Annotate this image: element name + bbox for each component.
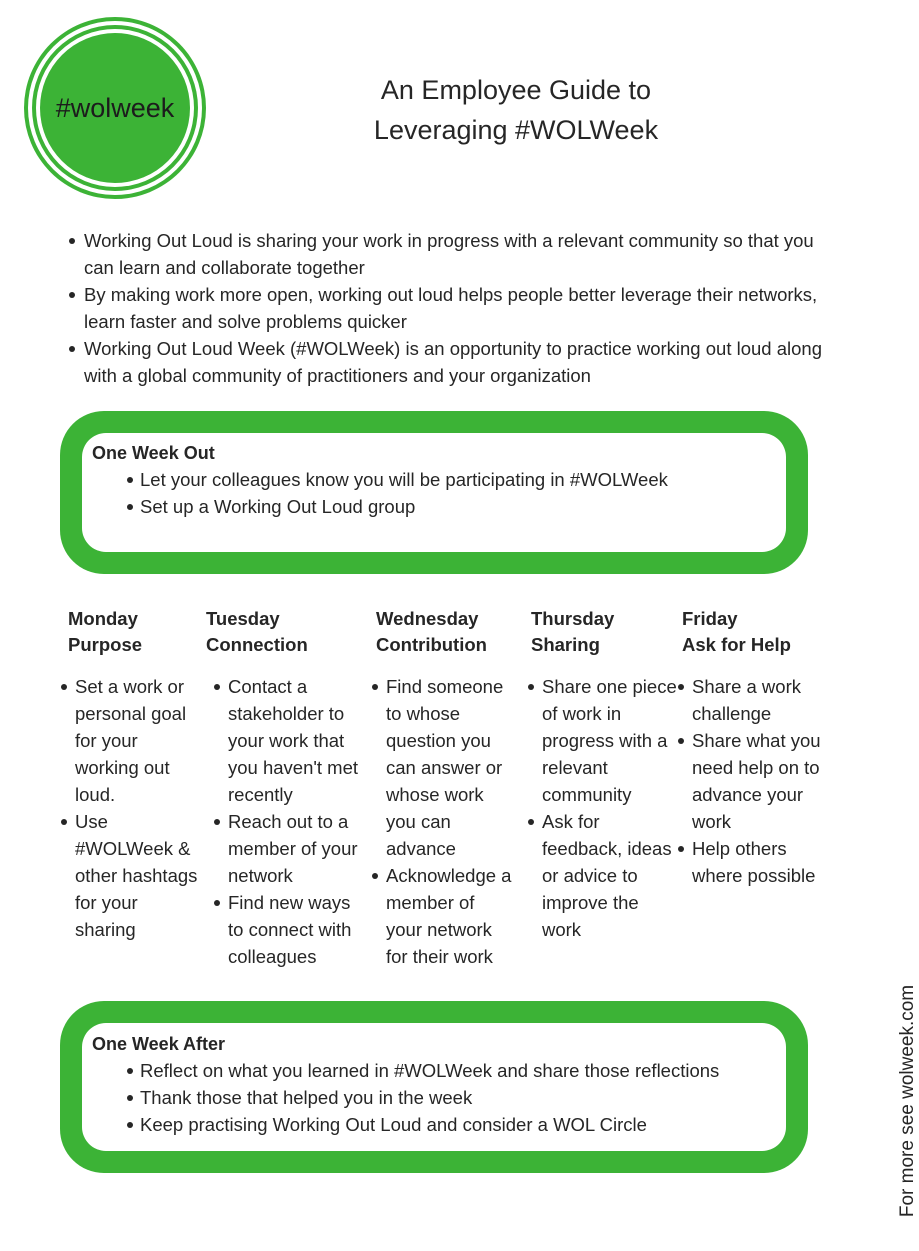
week-out-item: Set up a Working Out Loud group [124,493,804,520]
day-column-tuesday [206,606,368,970]
day-items [212,673,368,970]
wolweek-logo [24,17,206,199]
day-name: Thursday [531,608,615,629]
day-heading [59,606,199,658]
week-after-item: Thank those that helped you in the week [124,1084,804,1111]
page-title [316,70,716,150]
day-item: Reach out to a member of your network [212,808,368,889]
week-out-panel [60,411,808,574]
week-after-item: Reflect on what you learned in #WOLWeek and share those reflections [124,1057,804,1084]
day-item: Share one piece of work in progress with a relevant community [526,673,681,808]
day-name: Friday [682,608,738,629]
title-line-1: An Employee Guide to [380,75,652,105]
day-heading [526,606,681,658]
day-item: Find new ways to connect with colleagues [212,889,368,970]
day-theme: Sharing [531,634,600,655]
week-after-panel [60,1001,808,1173]
day-items [676,673,826,889]
day-item: Acknowledge a member of your network for their work [370,862,515,970]
day-name: Monday [68,608,138,629]
day-name: Tuesday [206,608,280,629]
day-column-friday [676,606,826,889]
day-items [370,673,515,970]
day-item: Share a work challenge [676,673,826,727]
day-heading [206,606,368,658]
week-after-title: One Week After [92,1034,226,1054]
intro-item: By making work more open, working out loud helps people better leverage their networks, learn faster and solve problems quicker [66,281,826,335]
day-item: Find someone to whose question you can answer or whose work you can advance [370,673,515,862]
day-item: Contact a stakeholder to your work that you haven't met recently [212,673,368,808]
day-theme: Ask for Help [682,634,791,655]
day-items [526,673,681,943]
footer-note: For more see wolweek.com [897,984,918,1218]
week-out-item: Let your colleagues know you will be participating in #WOLWeek [124,466,804,493]
intro-item: Working Out Loud is sharing your work in progress with a relevant community so that you can learn and collaborate together [66,227,826,281]
day-theme: Connection [206,634,308,655]
day-heading [370,606,515,658]
day-item: Ask for feedback, ideas or advice to improve the work [526,808,681,943]
intro-item: Working Out Loud Week (#WOLWeek) is an opportunity to practice working out loud along with a global community of practitioners and your organization [66,335,826,389]
title-line-2: Leveraging #WOLWeek [373,115,659,145]
day-column-monday [59,606,199,943]
week-after-list [124,1057,804,1138]
day-column-thursday [526,606,681,943]
day-column-wednesday [370,606,515,970]
week-out-list [124,466,804,520]
day-theme: Purpose [68,634,143,655]
logo-text: #wolweek [55,92,175,123]
day-item: Share what you need help on to advance your work [676,727,826,835]
week-after-item: Keep practising Working Out Loud and consider a WOL Circle [124,1111,804,1138]
day-theme: Contribution [376,634,487,655]
day-items [59,673,199,943]
day-item: Help others where possible [676,835,826,889]
intro-list [66,227,826,389]
day-name: Wednesday [376,608,479,629]
week-out-title: One Week Out [92,443,215,463]
day-heading [676,606,826,658]
day-item: Set a work or personal goal for your working out loud. [59,673,199,808]
day-item: Use #WOLWeek & other hashtags for your sharing [59,808,199,943]
